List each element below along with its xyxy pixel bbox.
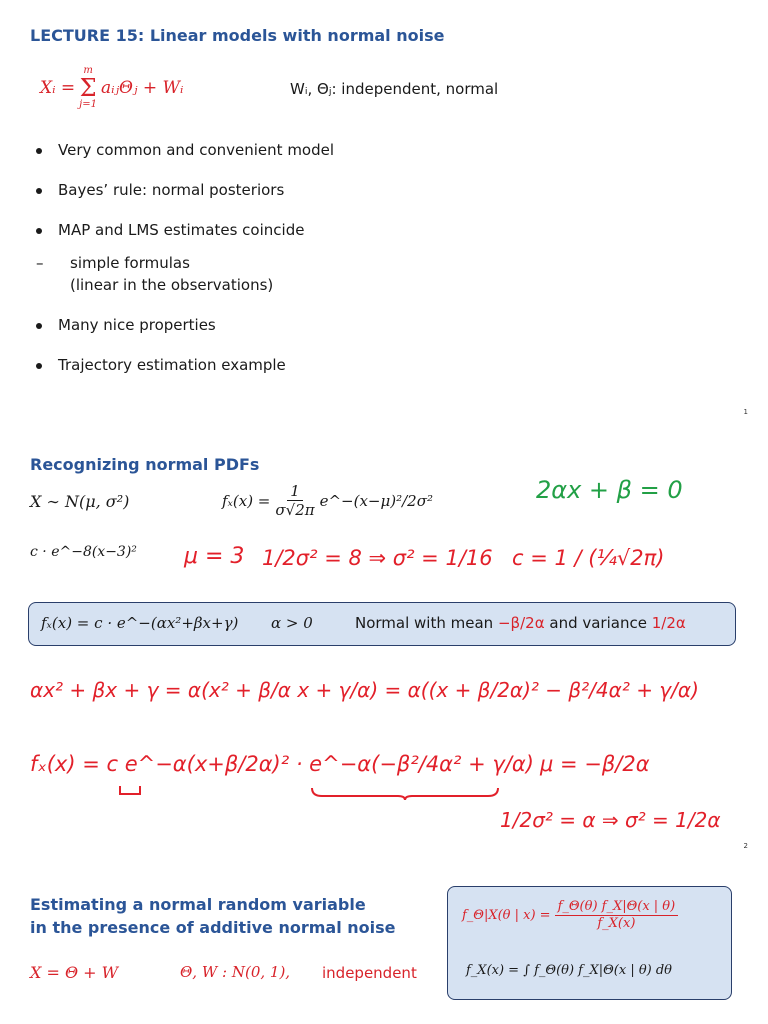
model-rhs: aᵢⱼΘⱼ + Wᵢ xyxy=(101,78,184,98)
box-mean-value: −β/2α xyxy=(497,614,545,632)
noise-model-equation: X = Θ + W xyxy=(30,963,119,982)
bayes-rule-formula xyxy=(462,899,678,931)
underbrace-constant xyxy=(310,786,500,802)
bullet-5: Trajectory estimation example xyxy=(58,356,286,374)
bullet-1: Very common and convenient model xyxy=(58,141,335,159)
bullet-icon xyxy=(36,228,42,234)
pdf-lhs: fₓ(x) = xyxy=(222,491,271,510)
bullet-icon xyxy=(36,363,42,369)
handwritten-pdf-decomposition: fₓ(x) = c e^−α(x+β/2α)² · e^−α(−β²/4α² + γ/α) xyxy=(30,752,534,776)
summation xyxy=(79,66,97,110)
slide-3-title-line-1: Estimating a normal random variable xyxy=(30,895,366,914)
page-number: 1 xyxy=(743,408,748,416)
box-condition: α > 0 xyxy=(271,614,313,632)
pdf-fraction xyxy=(272,482,317,519)
pdf-exponential: e^−(x−μ)²/2σ² xyxy=(319,491,433,510)
box-text-mean-label: Normal with mean xyxy=(355,614,494,632)
sum-upper-limit: m xyxy=(83,65,93,76)
bullet-icon xyxy=(36,323,42,329)
model-equation xyxy=(40,66,183,110)
bullet-icon xyxy=(36,148,42,154)
underline-bracket-c xyxy=(118,784,142,796)
bullet-2: Bayes’ rule: normal posteriors xyxy=(58,181,285,199)
slide-3-title-line-2: in the presence of additive normal noise xyxy=(30,918,396,937)
slide-2-title: Recognizing normal PDFs xyxy=(30,455,260,474)
bayes-numerator: f_Θ(θ) f_X|Θ(x | θ) xyxy=(555,899,679,916)
handwritten-mu: μ = 3 xyxy=(184,544,245,569)
handwritten-variance: 1/2σ² = α ⇒ σ² = 1/2α xyxy=(500,808,721,832)
pdf-numerator: 1 xyxy=(287,482,303,501)
marginal-formula: f_X(x) = ∫ f_Θ(θ) f_X|Θ(x | θ) dθ xyxy=(466,963,673,978)
normal-pdf-formula xyxy=(222,482,433,519)
handwritten-c: c = 1 / (¼√2π) xyxy=(512,546,665,570)
bayes-fraction xyxy=(555,899,679,931)
noise-distribution: Θ, W : N(0, 1), xyxy=(180,963,291,981)
bayes-rule-box xyxy=(447,886,732,1000)
bullet-4: Many nice properties xyxy=(58,316,216,334)
bayes-denominator: f_X(x) xyxy=(597,915,636,931)
sub-dash: – xyxy=(36,254,44,272)
x-distribution: X ∼ N(μ, σ²) xyxy=(30,492,130,511)
sub-item-line-2: (linear in the observations) xyxy=(70,276,274,294)
pdf-denominator: σ√2π xyxy=(275,501,315,519)
page-number: 2 xyxy=(743,842,748,850)
box-text-variance-label: and variance xyxy=(549,614,647,632)
normal-pdf-box xyxy=(28,602,736,646)
model-lhs: Xᵢ = xyxy=(40,78,76,98)
box-formula: fₓ(x) = c · e^−(αx²+βx+γ) xyxy=(41,614,239,632)
handwritten-completing-square: αx² + βx + γ = α(x² + β/α x + γ/α) = α((x + β/2α)² − β²/4α² + γ/α) xyxy=(30,678,699,702)
independence-note: Wᵢ, Θⱼ: independent, normal xyxy=(290,80,499,98)
example-expression: c · e^−8(x−3)² xyxy=(30,544,137,560)
sub-item-line-1: simple formulas xyxy=(70,254,190,272)
handwritten-green-equation: 2αx + β = 0 xyxy=(536,476,683,504)
slide-1-title: LECTURE 15: Linear models with normal noise xyxy=(30,26,445,45)
bayes-lhs: f_Θ|X(θ | x) = xyxy=(462,907,551,923)
bullet-icon xyxy=(36,188,42,194)
handwritten-sigma: 1/2σ² = 8 ⇒ σ² = 1/16 xyxy=(262,546,493,570)
handwritten-mean: μ = −β/2α xyxy=(540,752,650,776)
noise-independent: independent xyxy=(322,964,417,982)
box-text xyxy=(355,614,686,632)
bullet-3: MAP and LMS estimates coincide xyxy=(58,221,305,239)
sigma-symbol: Σ xyxy=(79,74,97,102)
sum-lower-limit: j=1 xyxy=(79,99,98,110)
box-variance-value: 1/2α xyxy=(651,614,686,632)
